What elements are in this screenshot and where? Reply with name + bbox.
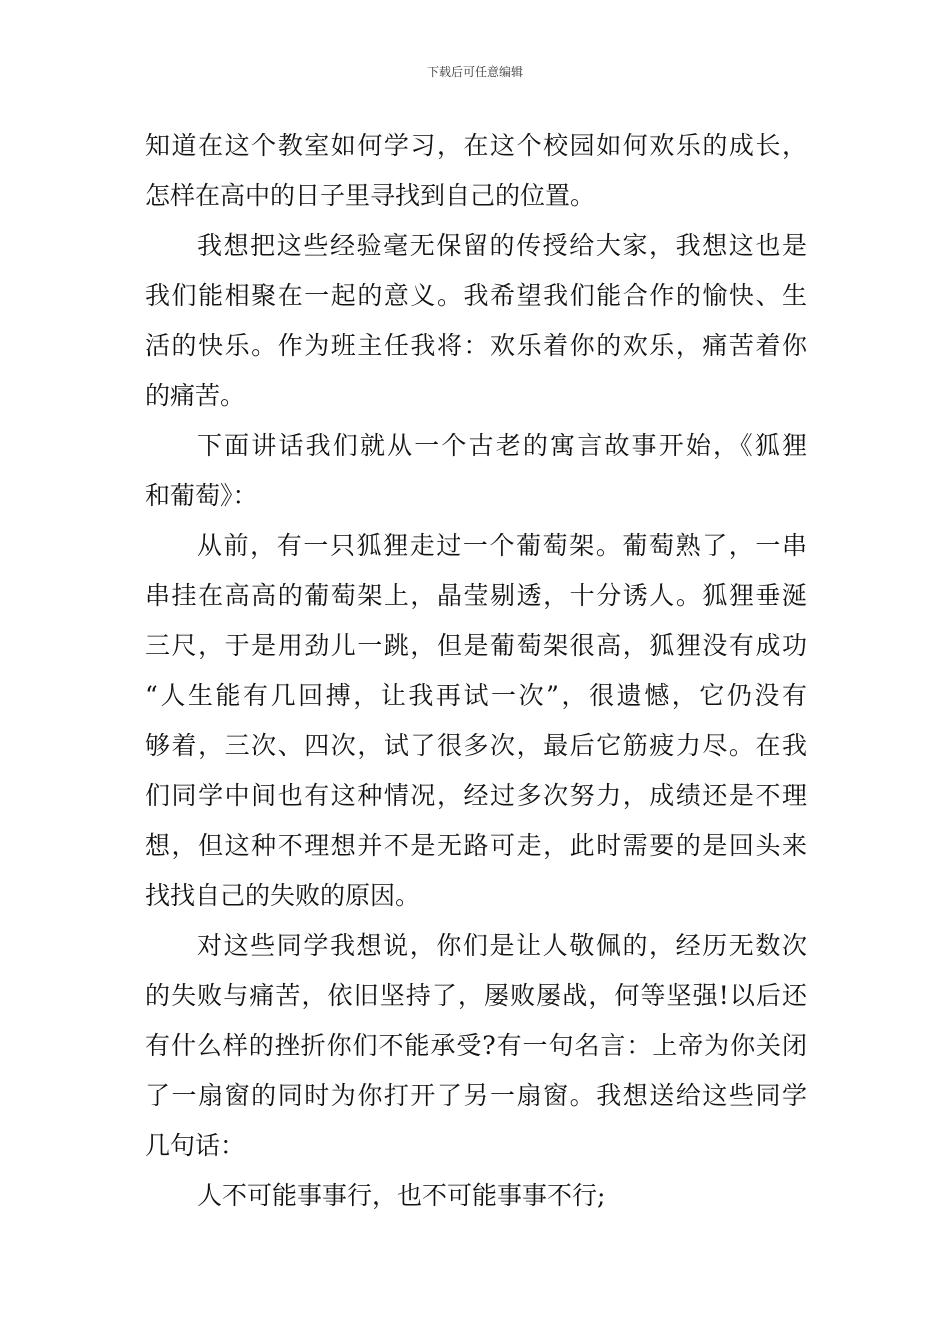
- document-body: [145, 121, 807, 1221]
- text-line: 知道在这个教室如何学习，在这个校园如何欢乐的成长，: [145, 131, 807, 160]
- text-line: 够着，三次、四次，试了很多次，最后它筋疲力尽。在我: [145, 731, 807, 760]
- text-line: “人生能有几回搏，让我再试一次”，很遗憾，它仍没有: [145, 681, 807, 710]
- text-line: 对这些同学我想说，你们是让人敬佩的，经历无数次: [197, 931, 807, 960]
- text-line: 的痛苦。: [145, 381, 246, 410]
- text-line: 人不可能事事行，也不可能事事不行;: [197, 1181, 606, 1210]
- text-line: 我想把这些经验毫无保留的传授给大家，我想这也是: [197, 231, 807, 260]
- text-line: 从前，有一只狐狸走过一个葡萄架。葡萄熟了，一串: [197, 531, 807, 560]
- text-line: 和葡萄》：: [145, 481, 258, 510]
- text-line: 下面讲话我们就从一个古老的寓言故事开始，《狐狸: [197, 431, 807, 460]
- text-line: 了一扇窗的同时为你打开了另一扇窗。我想送给这些同学: [145, 1081, 807, 1110]
- page-header: 下载后可任意编辑: [426, 65, 523, 79]
- text-line: 几句话：: [145, 1131, 246, 1160]
- text-line: 串挂在高高的葡萄架上，晶莹剔透，十分诱人。狐狸垂涎: [145, 581, 807, 610]
- text-line: 怎样在高中的日子里寻找到自己的位置。: [145, 181, 596, 210]
- text-line: 想，但这种不理想并不是无路可走，此时需要的是回头来: [145, 831, 807, 860]
- text-line: 三尺，于是用劲儿一跳，但是葡萄架很高，狐狸没有成功: [145, 631, 807, 660]
- text-line: 有什么样的挫折你们不能承受?有一句名言：上帝为你关闭: [145, 1031, 807, 1060]
- text-line: 我们能相聚在一起的意义。我希望我们能合作的愉快、生: [145, 281, 807, 310]
- text-line: 活的快乐。作为班主任我将：欢乐着你的欢乐，痛苦着你: [145, 331, 807, 360]
- text-line: 的失败与痛苦，依旧坚持了，屡败屡战，何等坚强!以后还: [145, 981, 807, 1010]
- text-line: 找找自己的失败的原因。: [145, 881, 421, 910]
- text-line: 们同学中间也有这种情况，经过多次努力，成绩还是不理: [145, 781, 807, 810]
